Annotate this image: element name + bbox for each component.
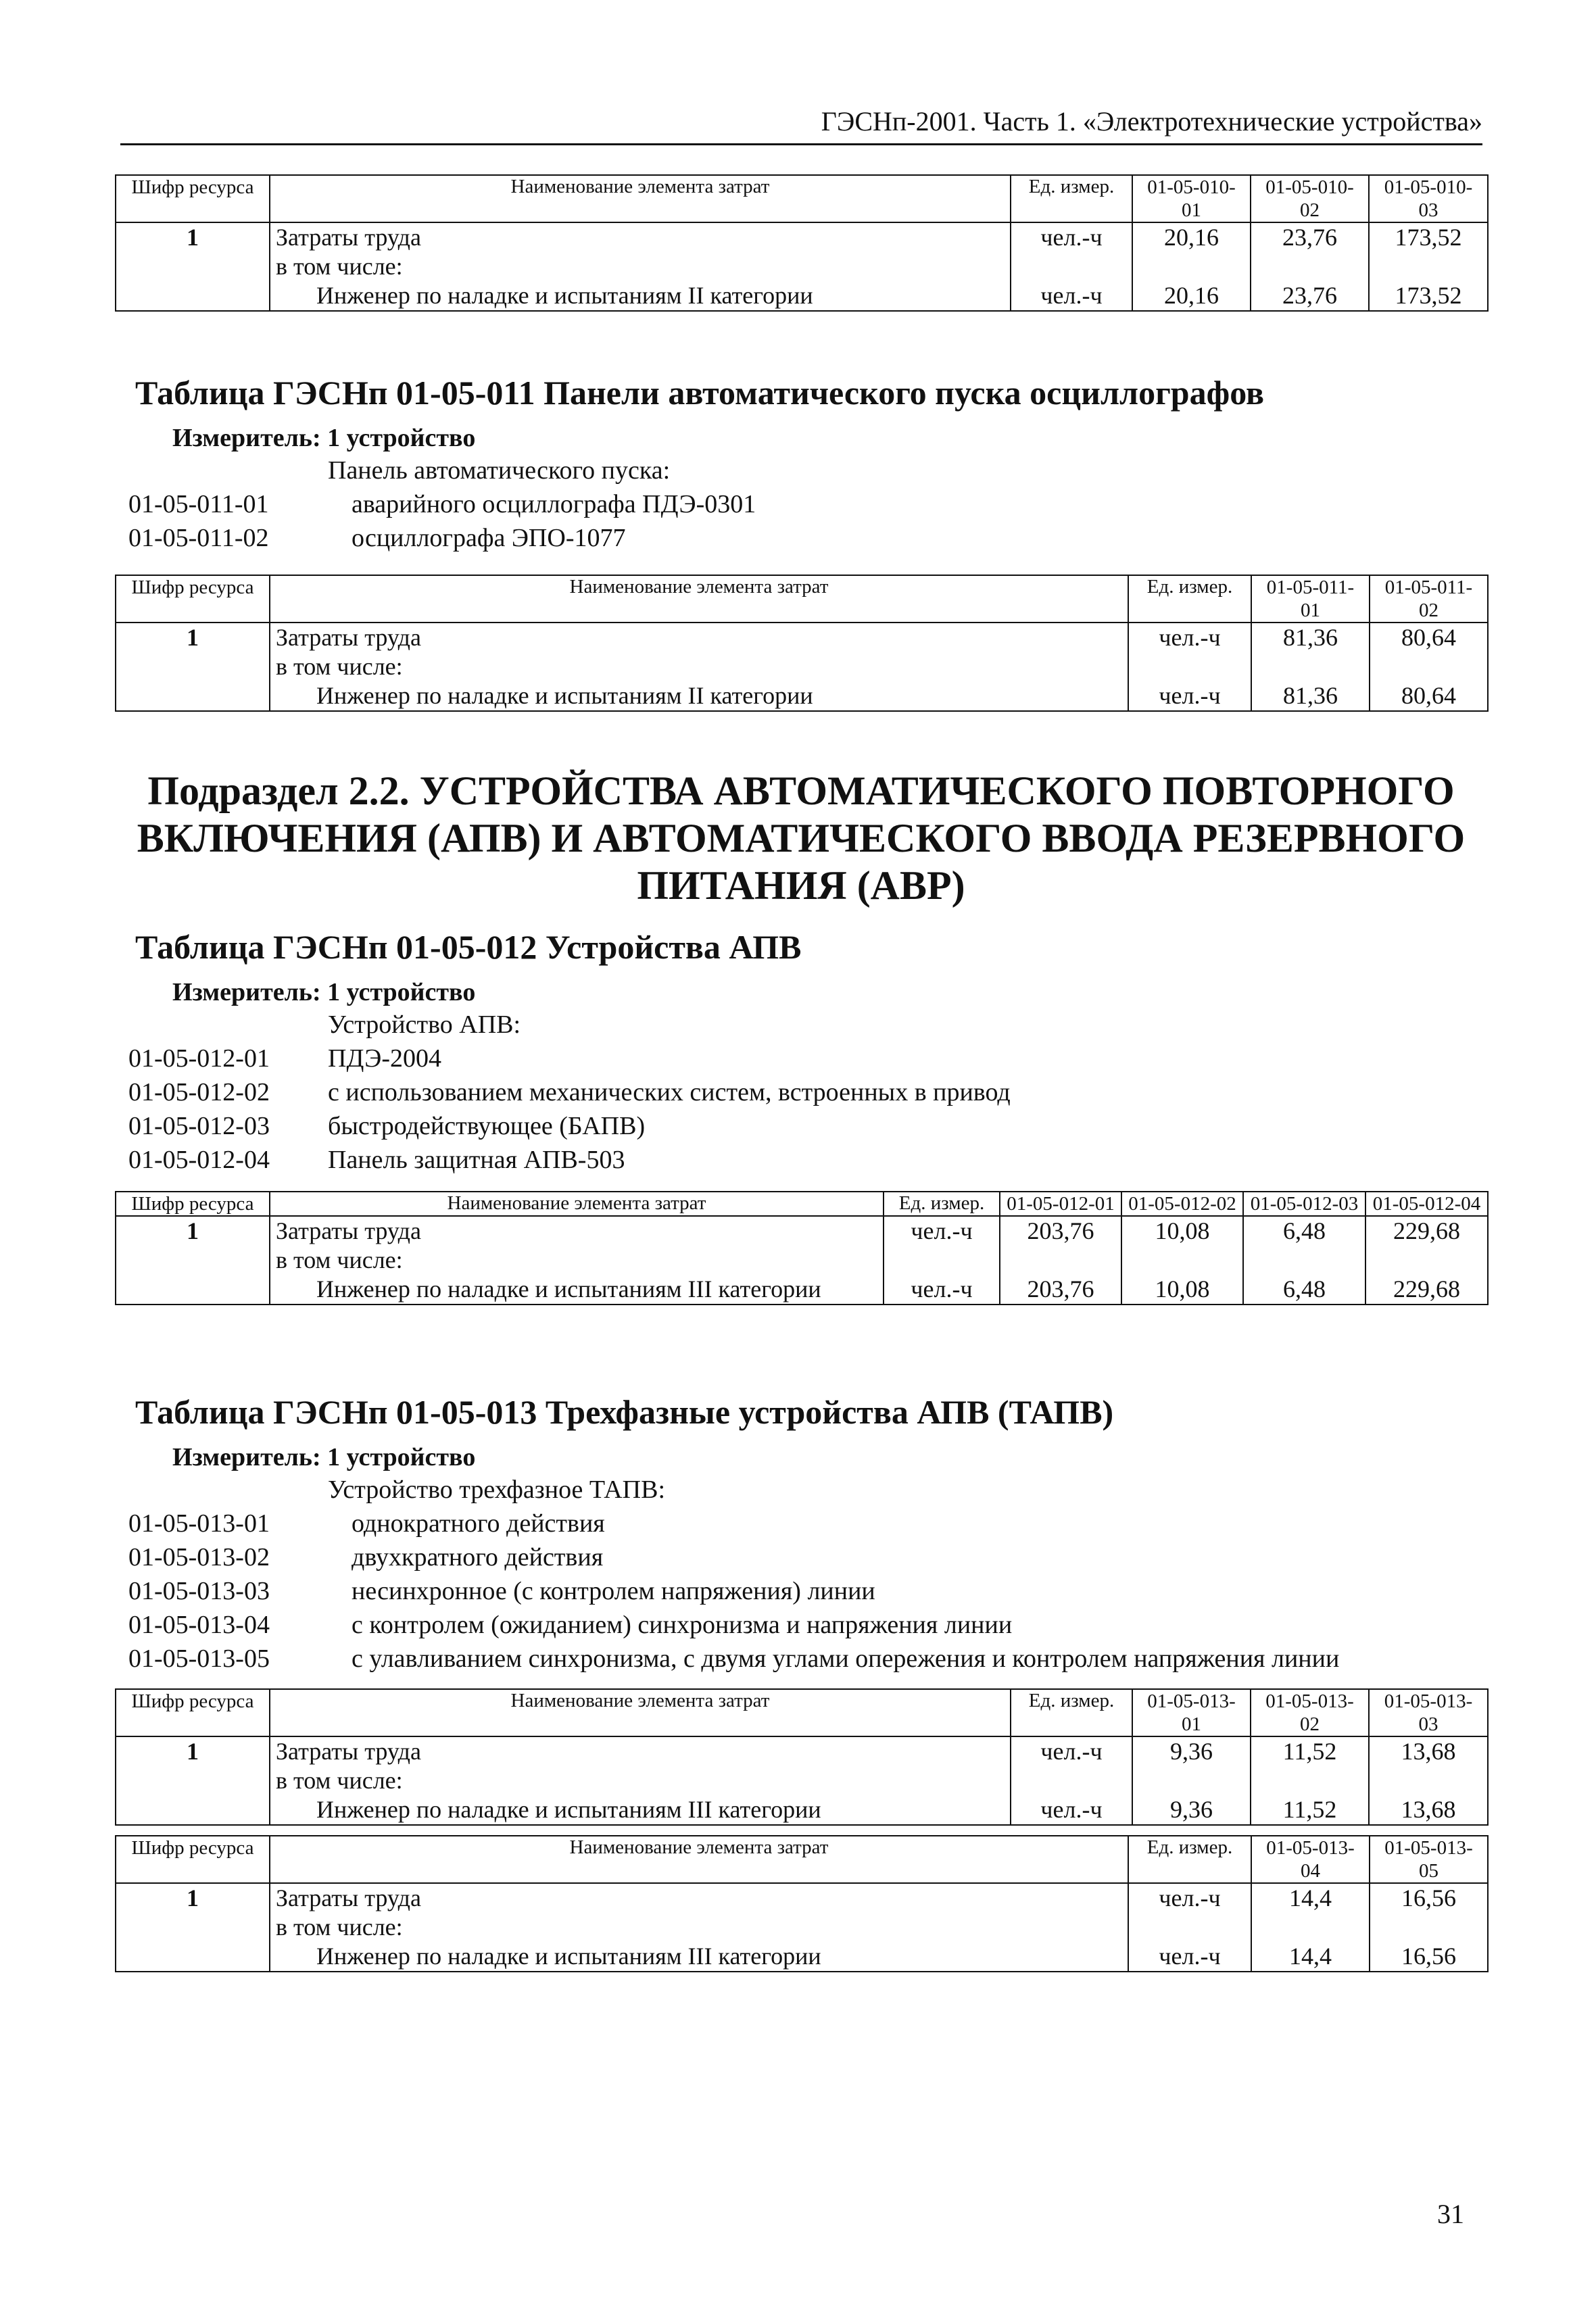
- list-item: [115, 1044, 1487, 1077]
- item-desc: осциллографа ЭПО-1077: [352, 524, 626, 552]
- row-code: 1: [116, 1216, 270, 1305]
- unit-blank: [1134, 1913, 1245, 1942]
- header-col: 01-05-012-03: [1243, 1192, 1365, 1216]
- value-engineer: 81,36: [1283, 682, 1338, 709]
- value-blank: [1376, 652, 1482, 681]
- item-code: 01-05-012-03: [128, 1112, 270, 1140]
- table-row: [116, 623, 1488, 711]
- row-name-labor: Затраты труда: [276, 224, 421, 251]
- group-label: Устройство АПВ:: [328, 1010, 521, 1039]
- value-cell: [1121, 1216, 1243, 1305]
- header-name: Наименование элемента затрат: [270, 1836, 1128, 1883]
- header-code: Шифр ресурса: [116, 1689, 270, 1736]
- table-header-row: [116, 175, 1488, 222]
- header-col: 01-05-010-01: [1132, 175, 1251, 222]
- value-cell: [1365, 1216, 1488, 1305]
- value-labor: 9,36: [1170, 1738, 1213, 1765]
- table-meter: Измеритель: 1 устройство: [172, 978, 476, 1006]
- value-engineer: 13,68: [1401, 1796, 1456, 1823]
- value-labor: 11,52: [1282, 1738, 1337, 1765]
- row-code: 1: [116, 1883, 270, 1972]
- row-code: 1: [116, 1736, 270, 1825]
- header-col: 01-05-013-01: [1132, 1689, 1251, 1736]
- row-unit: [1128, 623, 1251, 711]
- unit-blank: [890, 1246, 994, 1275]
- header-col: 01-05-012-02: [1121, 1192, 1243, 1216]
- unit-labor: чел.-ч: [1159, 624, 1221, 651]
- group-label: Панель автоматического пуска:: [328, 456, 671, 485]
- value-blank: [1257, 1913, 1363, 1942]
- page-header: [120, 103, 1482, 145]
- subsection-line: ВКЛЮЧЕНИЯ (АПВ) И АВТОМАТИЧЕСКОГО ВВОДА РЕЗЕРВНОГО: [137, 816, 1466, 860]
- table-012: [115, 1191, 1489, 1305]
- subsection-heading: [115, 767, 1487, 909]
- row-unit: [1128, 1883, 1251, 1972]
- row-name-labor: Затраты труда: [276, 1217, 421, 1244]
- value-engineer: 20,16: [1164, 282, 1219, 309]
- table-title: Таблица ГЭСНп 01-05-011 Панели автоматического пуска осциллографов: [135, 374, 1264, 412]
- item-desc: с контролем (ожиданием) синхронизма и напряжения линии: [352, 1611, 1013, 1639]
- header-col: 01-05-013-02: [1251, 1689, 1369, 1736]
- row-name: [270, 1216, 884, 1305]
- list-item: [115, 1542, 1487, 1576]
- item-code: 01-05-011-01: [128, 490, 269, 518]
- value-blank: [1128, 1246, 1237, 1275]
- value-blank: [1257, 652, 1363, 681]
- subsection-line: ПИТАНИЯ (АВР): [637, 863, 965, 908]
- item-code: 01-05-013-04: [128, 1611, 270, 1639]
- item-code: 01-05-012-02: [128, 1078, 270, 1106]
- value-engineer: 9,36: [1170, 1796, 1213, 1823]
- header-col: 01-05-012-01: [1000, 1192, 1121, 1216]
- table-title: Таблица ГЭСНп 01-05-012 Устройства АПВ: [135, 928, 802, 966]
- list-item: [115, 523, 1487, 557]
- header-unit: Ед. измер.: [1128, 1836, 1251, 1883]
- header-name: Наименование элемента затрат: [270, 575, 1128, 623]
- table-header-row: [116, 1689, 1488, 1736]
- value-blank: [1249, 1246, 1359, 1275]
- header-unit: Ед. измер.: [1011, 1689, 1132, 1736]
- value-blank: [1257, 252, 1363, 281]
- item-desc: однократного действия: [352, 1509, 605, 1538]
- item-desc: аварийного осциллографа ПДЭ-0301: [352, 490, 756, 518]
- value-blank: [1375, 1766, 1482, 1795]
- header-col: 01-05-011-01: [1251, 575, 1370, 623]
- unit-labor: чел.-ч: [1040, 1738, 1103, 1765]
- group-heading: [115, 1475, 1487, 1509]
- unit-blank: [1134, 652, 1245, 681]
- row-name-engineer: Инженер по наладке и испытаниям II категории: [316, 682, 813, 709]
- item-code: 01-05-013-05: [128, 1644, 270, 1673]
- table-013-a: [115, 1688, 1489, 1826]
- item-desc: несинхронное (с контролем напряжения) линии: [352, 1577, 875, 1605]
- value-engineer: 23,76: [1282, 282, 1337, 309]
- value-blank: [1138, 252, 1244, 281]
- value-labor: 13,68: [1401, 1738, 1456, 1765]
- group-heading: [115, 1010, 1487, 1044]
- header-col: 01-05-013-05: [1370, 1836, 1488, 1883]
- item-desc: двухкратного действия: [352, 1543, 604, 1571]
- header-name: Наименование элемента затрат: [270, 175, 1011, 222]
- table-011-section: [115, 373, 1487, 712]
- row-name-labor: Затраты труда: [276, 1738, 421, 1765]
- table-012-section: [115, 927, 1487, 1305]
- header-col: 01-05-011-02: [1370, 575, 1488, 623]
- value-cell: [1369, 1736, 1488, 1825]
- header-col: 01-05-010-03: [1369, 175, 1488, 222]
- list-item: [115, 1509, 1487, 1542]
- header-col: 01-05-013-04: [1251, 1836, 1370, 1883]
- unit-engineer: чел.-ч: [1040, 1796, 1103, 1823]
- value-blank: [1138, 1766, 1244, 1795]
- row-name: [270, 1736, 1011, 1825]
- row-name-labor: Затраты труда: [276, 1884, 421, 1911]
- value-cell: [1251, 623, 1370, 711]
- value-engineer: 173,52: [1395, 282, 1462, 309]
- row-name-including: в том числе:: [276, 653, 403, 680]
- value-engineer: 80,64: [1401, 682, 1456, 709]
- value-blank: [1372, 1246, 1482, 1275]
- unit-engineer: чел.-ч: [1040, 282, 1103, 309]
- value-cell: [1369, 222, 1488, 311]
- table-meter: Измеритель: 1 устройство: [172, 1443, 476, 1471]
- row-name: [270, 623, 1128, 711]
- value-cell: [1000, 1216, 1121, 1305]
- value-labor: 14,4: [1289, 1884, 1332, 1911]
- header-name: Наименование элемента затрат: [270, 1192, 884, 1216]
- value-cell: [1370, 623, 1488, 711]
- value-cell: [1251, 1883, 1370, 1972]
- value-blank: [1257, 1766, 1363, 1795]
- row-name-engineer: Инженер по наладке и испытаниям III категории: [316, 1275, 821, 1302]
- header-unit: Ед. измер.: [1128, 575, 1251, 623]
- list-item: [115, 1111, 1487, 1145]
- item-code: 01-05-013-02: [128, 1543, 270, 1571]
- header-code: Шифр ресурса: [116, 1836, 270, 1883]
- item-code: 01-05-013-03: [128, 1577, 270, 1605]
- unit-blank: [1017, 252, 1126, 281]
- header-unit: Ед. измер.: [884, 1192, 1000, 1216]
- table-row: [116, 222, 1488, 311]
- header-code: Шифр ресурса: [116, 175, 270, 222]
- header-code: Шифр ресурса: [116, 1192, 270, 1216]
- table-title: Таблица ГЭСНп 01-05-013 Трехфазные устройства АПВ (ТАПВ): [135, 1393, 1114, 1431]
- value-labor: 80,64: [1401, 624, 1456, 651]
- row-name-including: в том числе:: [276, 253, 403, 280]
- header-code: Шифр ресурса: [116, 575, 270, 623]
- table-top-section: [115, 174, 1487, 312]
- header-col: 01-05-010-02: [1251, 175, 1369, 222]
- item-code: 01-05-013-01: [128, 1509, 270, 1538]
- item-desc: Панель защитная АПВ-503: [328, 1146, 625, 1174]
- value-engineer: 16,56: [1401, 1943, 1456, 1970]
- table-013-section: [115, 1392, 1487, 1972]
- value-engineer: 10,08: [1155, 1275, 1210, 1302]
- value-cell: [1251, 222, 1369, 311]
- unit-engineer: чел.-ч: [911, 1275, 973, 1302]
- subsection-line: Подраздел 2.2. УСТРОЙСТВА АВТОМАТИЧЕСКОГО ПОВТОРНОГО: [147, 769, 1455, 813]
- group-label: Устройство трехфазное ТАПВ:: [328, 1476, 666, 1504]
- row-unit: [1011, 1736, 1132, 1825]
- table-011: [115, 575, 1489, 712]
- value-cell: [1243, 1216, 1365, 1305]
- list-item: [115, 1610, 1487, 1644]
- row-name-labor: Затраты труда: [276, 624, 421, 651]
- item-desc: с улавливанием синхронизма, с двумя углами опережения и контролем напряжения линии: [352, 1644, 1340, 1673]
- value-engineer: 229,68: [1393, 1275, 1460, 1302]
- table-top: [115, 174, 1489, 312]
- value-labor: 16,56: [1401, 1884, 1456, 1911]
- header-col: 01-05-012-04: [1365, 1192, 1488, 1216]
- item-desc: с использованием механических систем, встроенных в привод: [328, 1078, 1011, 1106]
- unit-labor: чел.-ч: [1159, 1884, 1221, 1911]
- row-code: 1: [116, 222, 270, 311]
- row-name-engineer: Инженер по наладке и испытаниям III категории: [316, 1796, 821, 1823]
- list-item: [115, 489, 1487, 523]
- row-name-including: в том числе:: [276, 1914, 403, 1941]
- value-labor: 23,76: [1282, 224, 1337, 251]
- row-unit: [1011, 222, 1132, 311]
- row-name-engineer: Инженер по наладке и испытаниям III категории: [316, 1943, 821, 1970]
- value-cell: [1370, 1883, 1488, 1972]
- item-code: 01-05-011-02: [128, 524, 269, 552]
- row-unit: [884, 1216, 1000, 1305]
- value-labor: 6,48: [1283, 1217, 1326, 1244]
- value-labor: 10,08: [1155, 1217, 1210, 1244]
- row-name-including: в том числе:: [276, 1246, 403, 1273]
- row-name: [270, 1883, 1128, 1972]
- item-code: 01-05-012-01: [128, 1044, 270, 1073]
- unit-blank: [1017, 1766, 1126, 1795]
- value-labor: 173,52: [1395, 224, 1462, 251]
- value-blank: [1376, 1913, 1482, 1942]
- value-engineer: 14,4: [1289, 1943, 1332, 1970]
- value-labor: 20,16: [1164, 224, 1219, 251]
- header-col: 01-05-013-03: [1369, 1689, 1488, 1736]
- table-013-b: [115, 1835, 1489, 1972]
- value-labor: 81,36: [1283, 624, 1338, 651]
- unit-engineer: чел.-ч: [1159, 682, 1221, 709]
- list-item: [115, 1576, 1487, 1610]
- value-cell: [1251, 1736, 1369, 1825]
- value-engineer: 203,76: [1027, 1275, 1094, 1302]
- item-desc: быстродействующее (БАПВ): [328, 1112, 646, 1140]
- page-number: 31: [1437, 2199, 1464, 2229]
- value-labor: 229,68: [1393, 1217, 1460, 1244]
- value-blank: [1006, 1246, 1115, 1275]
- list-item: [115, 1644, 1487, 1678]
- unit-labor: чел.-ч: [1040, 224, 1103, 251]
- unit-engineer: чел.-ч: [1159, 1943, 1221, 1970]
- table-header-row: [116, 1192, 1488, 1216]
- table-row: [116, 1216, 1488, 1305]
- table-row: [116, 1736, 1488, 1825]
- value-labor: 203,76: [1027, 1217, 1094, 1244]
- value-engineer: 11,52: [1282, 1796, 1337, 1823]
- table-header-row: [116, 1836, 1488, 1883]
- row-name-engineer: Инженер по наладке и испытаниям II категории: [316, 282, 813, 309]
- item-desc: ПДЭ-2004: [328, 1044, 442, 1073]
- value-cell: [1132, 1736, 1251, 1825]
- row-code: 1: [116, 623, 270, 711]
- list-item: [115, 1077, 1487, 1111]
- unit-labor: чел.-ч: [911, 1217, 973, 1244]
- value-blank: [1375, 252, 1482, 281]
- header-name: Наименование элемента затрат: [270, 1689, 1011, 1736]
- list-item: [115, 1145, 1487, 1179]
- group-heading: [115, 456, 1487, 489]
- table-header-row: [116, 575, 1488, 623]
- table-row: [116, 1883, 1488, 1972]
- item-code: 01-05-012-04: [128, 1146, 270, 1174]
- row-name: [270, 222, 1011, 311]
- header-unit: Ед. измер.: [1011, 175, 1132, 222]
- value-cell: [1132, 222, 1251, 311]
- page-header-title: ГЭСНп-2001. Часть 1. «Электротехнические устройства»: [821, 106, 1482, 137]
- row-name-including: в том числе:: [276, 1767, 403, 1794]
- table-meter: Измеритель: 1 устройство: [172, 424, 476, 452]
- value-engineer: 6,48: [1283, 1275, 1326, 1302]
